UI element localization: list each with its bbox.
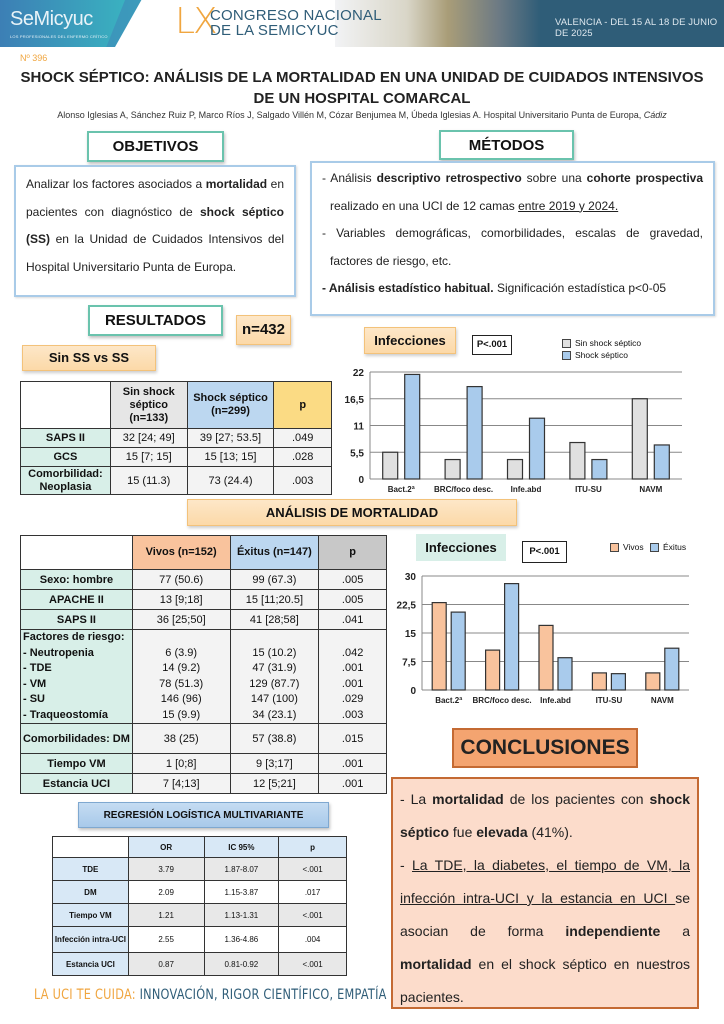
row-label: GCS	[21, 448, 111, 467]
cell: 14 (9.2)	[162, 662, 201, 674]
row-label: TDE	[53, 858, 129, 881]
cell: 3.79	[128, 858, 204, 881]
metodos-item: - Análisis estadístico habitual. Significación estadística p<0-05	[322, 281, 667, 295]
cell: 39 [27; 53.5]	[187, 429, 274, 448]
cell: 7 [4;13]	[132, 774, 230, 794]
cell: 34 (23.1)	[252, 708, 297, 721]
cell: 41 [28;58]	[230, 610, 319, 630]
row-label: Estancia UCI	[21, 774, 133, 794]
congress-line-2: DE LA SEMICYUC	[210, 22, 339, 39]
chart1-pvalue: P<.001	[472, 335, 512, 355]
row-label: APACHE II	[21, 590, 133, 610]
table-row	[53, 927, 347, 953]
x-tick-label: NAVM	[639, 485, 663, 492]
bar-shock-séptico	[592, 460, 607, 479]
bar-shock-séptico	[530, 418, 545, 479]
metodos-box	[310, 161, 715, 316]
conclusion-1: - La mortalidad de los pacientes con shock séptico fue elevada (41%).	[400, 791, 691, 840]
cell: 38 (25)	[132, 724, 230, 754]
cell: <.001	[279, 904, 347, 927]
cell: 57 (38.8)	[230, 724, 319, 754]
x-tick-label: ITU-SU	[595, 696, 623, 705]
row-label: Tiempo VM	[21, 754, 133, 774]
cell: 0.81-0.92	[204, 953, 279, 976]
cell: 99 (67.3)	[230, 570, 319, 590]
table-header: p	[319, 536, 387, 570]
y-tick-label: 0	[410, 686, 416, 697]
logo-subtitle: LOS PROFESIONALES DEL ENFERMO CRÍTICO	[10, 34, 108, 39]
mortalidad-heading: ANÁLISIS DE MORTALIDAD	[187, 499, 517, 526]
x-tick-label: Bact.2ª	[387, 485, 415, 492]
cell: 15 [13; 15]	[187, 448, 274, 467]
cell: .015	[319, 724, 387, 754]
cell: 1.21	[128, 904, 204, 927]
row-label: Comorbilidades: DM	[21, 724, 133, 754]
y-tick-label: 11	[353, 421, 364, 433]
chart1-title: Infecciones	[364, 327, 456, 354]
bar-sin-shock-séptico	[445, 460, 460, 479]
cell: 15 (11.3)	[110, 467, 187, 495]
legend-label: Shock séptico	[575, 350, 628, 360]
bar-éxitus	[451, 612, 465, 690]
cell: .049	[274, 429, 332, 448]
footer-slogan	[34, 987, 387, 1003]
table-header: Vivos (n=152)	[132, 536, 230, 570]
cell: .003	[341, 708, 364, 721]
y-tick-label: 22	[352, 368, 364, 379]
table-row	[21, 467, 332, 495]
cell: 1.13-1.31	[204, 904, 279, 927]
cell: .017	[279, 881, 347, 904]
legend-item	[650, 542, 686, 552]
row-label: - Traqueostomía	[23, 708, 108, 721]
table-header: Shock séptico (n=299)	[187, 382, 274, 429]
cell: 12 [5;21]	[230, 774, 319, 794]
table-header-empty	[21, 382, 111, 429]
conclusion-2: - La TDE, la diabetes, el tiempo de VM, la infección intra-UCI y la estancia en UCI se asocian de forma independiente a mortalidad en el shock séptico en nuestros pacientes.	[400, 857, 690, 1005]
x-tick-label: Infe.abd	[510, 485, 542, 492]
cell: 15 (10.2)	[252, 646, 297, 659]
table-row	[21, 724, 387, 754]
table-row	[21, 590, 387, 610]
cell: 2.55	[128, 927, 204, 953]
table-row	[53, 858, 347, 881]
legend-label: Sin shock séptico	[575, 338, 642, 348]
slogan-part-1: LA UCI TE CUIDA:	[34, 987, 140, 1003]
table-row	[21, 754, 387, 774]
bar-vivos	[432, 603, 446, 690]
regresion-heading: REGRESIÓN LOGÍSTICA MULTIVARIANTE	[78, 802, 329, 828]
bar-vivos	[592, 673, 606, 690]
cell: 77 (50.6)	[132, 570, 230, 590]
legend-swatch	[650, 543, 659, 552]
table-mortalidad	[20, 535, 387, 794]
cell: 1.87-8.07	[204, 858, 279, 881]
table-row	[21, 610, 387, 630]
table-header: p	[279, 837, 347, 858]
y-tick-label: 7,5	[402, 657, 416, 669]
cell: 13 [9;18]	[132, 590, 230, 610]
cell: 15 [11;20.5]	[230, 590, 319, 610]
cell: <.001	[279, 953, 347, 976]
row-label: Tiempo VM	[53, 904, 129, 927]
table-row	[21, 448, 332, 467]
row-label: - Neutropenia	[23, 646, 94, 659]
authors-names: Alonso Iglesias A, Sánchez Ruiz P, Marco Ríos J, Salgado Villén M, Cózar Benjumea M, Úbeda Iglesias A. Hospital Universitario Punta de Europa,	[57, 110, 642, 120]
cell: 1.15-3.87	[204, 881, 279, 904]
conclusiones-box	[391, 777, 699, 1009]
row-label: - VM	[23, 677, 47, 690]
legend-swatch	[562, 339, 571, 348]
location-date: VALENCIA - DEL 15 AL 18 DE JUNIO DE 2025	[555, 17, 718, 39]
row-label: SAPS II	[21, 429, 111, 448]
objetivos-bold: mortalidad	[205, 177, 268, 191]
table-row	[21, 570, 387, 590]
resultados-heading: RESULTADOS	[88, 305, 223, 336]
bar-vivos	[539, 625, 553, 690]
cell: 6 (3.9)	[165, 646, 198, 659]
cell: 15 (9.9)	[162, 708, 201, 721]
objetivos-heading: OBJETIVOS	[87, 131, 224, 162]
cell: .004	[279, 927, 347, 953]
bar-vivos	[646, 673, 660, 690]
cell: <.001	[279, 858, 347, 881]
cell: .042	[341, 646, 364, 659]
row-label: Comorbilidad: Neoplasia	[21, 467, 111, 495]
metodos-heading: MÉTODOS	[439, 130, 574, 160]
cell: 1.36-4.86	[204, 927, 279, 953]
bar-éxitus	[611, 674, 625, 690]
cell: 2.09	[128, 881, 204, 904]
row-label: Sexo: hombre	[21, 570, 133, 590]
risk-factors-title: Factores de riesgo:	[23, 631, 125, 643]
bar-shock-séptico	[405, 374, 420, 479]
objetivos-box	[14, 165, 296, 297]
cell: 73 (24.4)	[187, 467, 274, 495]
cell: 78 (51.3)	[159, 677, 204, 690]
table-header-empty	[53, 837, 129, 858]
table-row	[53, 953, 347, 976]
cell: 1 [0;8]	[132, 754, 230, 774]
x-tick-label: Bact.2ª	[435, 696, 463, 705]
bar-éxitus	[665, 648, 679, 690]
row-label: Estancia UCI	[53, 953, 129, 976]
sample-size-badge: n=432	[236, 315, 291, 345]
y-tick-label: 5,5	[350, 448, 364, 460]
table-row	[53, 904, 347, 927]
cell: .005	[319, 570, 387, 590]
semicyuc-logo: SeMicyuc	[10, 8, 93, 30]
y-tick-label: 0	[358, 475, 364, 486]
legend-item	[562, 349, 641, 361]
cell: .041	[319, 610, 387, 630]
cell: 129 (87.7)	[249, 677, 300, 690]
table-header: OR	[128, 837, 204, 858]
y-tick-label: 30	[404, 572, 416, 583]
cell: 32 [24; 49]	[110, 429, 187, 448]
bar-sin-shock-séptico	[632, 399, 647, 479]
table-regresion	[52, 836, 347, 976]
slogan-part-2: INNOVACIÓN, RIGOR CIENTÍFICO, EMPATÍA	[139, 987, 387, 1003]
objetivos-text: Analizar los factores asociados a	[26, 177, 206, 191]
x-tick-label: Infe.abd	[540, 696, 571, 705]
bar-vivos	[486, 650, 500, 690]
authors	[0, 110, 724, 120]
cell: 9 [3;17]	[230, 754, 319, 774]
row-label: DM	[53, 881, 129, 904]
chart1-infecciones-shock	[340, 362, 710, 492]
bar-shock-séptico	[654, 445, 669, 479]
poster-number: Nº 396	[20, 53, 48, 63]
cell: .001	[319, 754, 387, 774]
legend-item	[562, 337, 641, 349]
chart2-title: Infecciones	[416, 534, 506, 561]
bar-éxitus	[505, 584, 519, 690]
y-tick-label: 15	[404, 629, 416, 640]
bar-sin-shock-séptico	[383, 452, 398, 479]
y-tick-label: 16,5	[344, 394, 364, 406]
cell: 147 (100)	[250, 693, 298, 705]
table-header: Sin shock séptico (n=133)	[110, 382, 187, 429]
metodos-item: - Análisis descriptivo retrospectivo sobre una cohorte prospectiva realizado en una UCI de 12 camas entre 2019 y 2024.	[322, 171, 703, 213]
cell: .001	[341, 662, 364, 674]
y-tick-label: 22,5	[396, 600, 416, 612]
chart1-legend	[562, 337, 641, 361]
bar-éxitus	[558, 658, 572, 690]
cell: 15 [7; 15]	[110, 448, 187, 467]
table-row-risk-factors	[21, 630, 387, 724]
cell: 146 (96)	[160, 693, 202, 705]
cell: 36 [25;50]	[132, 610, 230, 630]
cell: .029	[341, 693, 364, 705]
congress-line-1: CONGRESO NACIONAL	[210, 7, 382, 24]
congress-name	[210, 8, 382, 38]
row-label: - SU	[23, 693, 45, 705]
bar-shock-séptico	[467, 387, 482, 479]
metodos-item: - Variables demográficas, comorbilidades, escalas de gravedad, factores de riesgo, etc.	[322, 226, 703, 268]
legend-item	[610, 542, 644, 552]
legend-swatch	[562, 351, 571, 360]
table-row	[21, 774, 387, 794]
x-tick-label: BRC/foco desc.	[472, 696, 532, 705]
bar-sin-shock-séptico	[508, 460, 523, 479]
objetivos-text: en la Unidad de Cuidados Intensivos del Hospital Universitario Punta de Europa.	[26, 232, 284, 274]
edition-number: LX	[175, 1, 216, 42]
cell: .005	[319, 590, 387, 610]
comparison-tag: Sin SS vs SS	[22, 345, 156, 371]
x-tick-label: NAVM	[650, 696, 674, 705]
x-tick-label: ITU-SU	[575, 485, 602, 492]
cell: .001	[319, 774, 387, 794]
table-header-empty	[21, 536, 133, 570]
conclusiones-heading: CONCLUSIONES	[452, 728, 638, 768]
table-header: p	[274, 382, 332, 429]
authors-city: Cádiz	[643, 110, 667, 120]
cell: 47 (31.9)	[252, 662, 297, 674]
table-header: IC 95%	[204, 837, 279, 858]
chart2-pvalue: P<.001	[522, 541, 567, 563]
cell: .001	[341, 677, 364, 690]
bar-sin-shock-séptico	[570, 443, 585, 479]
legend-label: Éxitus	[663, 542, 687, 552]
table-shock-vs-no-shock	[20, 381, 332, 495]
cell: 0.87	[128, 953, 204, 976]
row-label: SAPS II	[21, 610, 133, 630]
objetivos-bold: shock séptico (SS)	[26, 204, 284, 246]
poster-title: SHOCK SÉPTICO: ANÁLISIS DE LA MORTALIDAD EN UNA UNIDAD DE CUIDADOS INTENSIVOS DE UN HOSPITAL COMARCAL	[20, 69, 704, 107]
row-label: - TDE	[23, 662, 52, 674]
chart2-legend	[610, 542, 686, 552]
chart2-infecciones-mortalidad	[392, 570, 712, 715]
x-tick-label: BRC/foco desc.	[434, 485, 494, 492]
table-row	[21, 429, 332, 448]
table-header: Éxitus (n=147)	[230, 536, 319, 570]
cell: .028	[274, 448, 332, 467]
legend-swatch	[610, 543, 619, 552]
legend-label: Vivos	[623, 542, 644, 552]
row-label: Infección intra-UCI	[53, 927, 129, 953]
objetivos-text: en pacientes con diagnóstico de	[26, 177, 284, 219]
cell: .003	[274, 467, 332, 495]
table-row	[53, 881, 347, 904]
